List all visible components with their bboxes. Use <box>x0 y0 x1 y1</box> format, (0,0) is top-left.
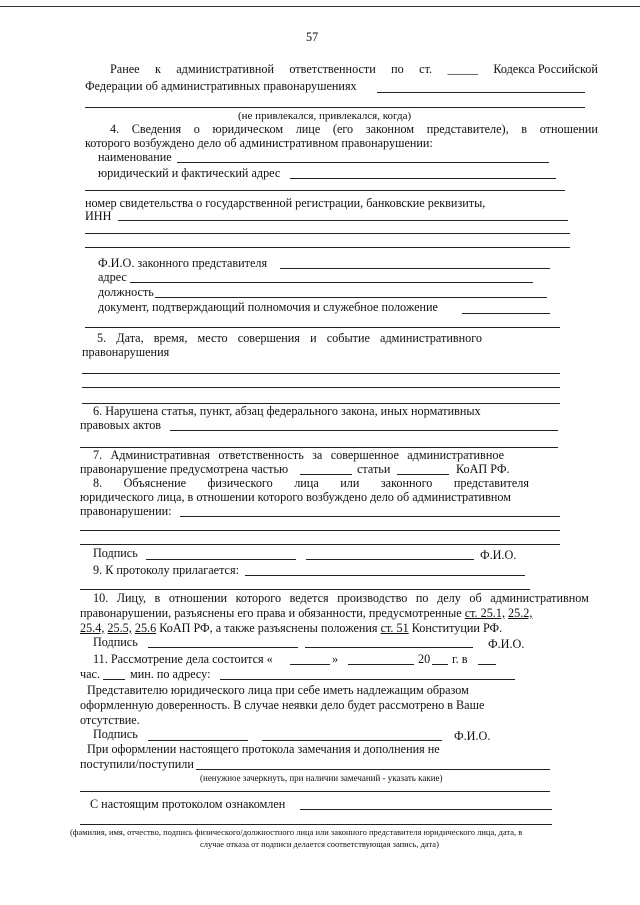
org-address-label: юридический и фактический адрес <box>98 166 281 180</box>
prior-liability-note: (не привлекался, привлекался, когда) <box>238 110 412 122</box>
rep-address-label: адрес <box>98 270 127 284</box>
signature-1-name-field[interactable] <box>306 559 474 560</box>
section-8-line-1: 8. Объяснение физического лица или законного представителя <box>93 476 529 490</box>
rep-position-field[interactable] <box>155 297 547 298</box>
acknowledged-field[interactable] <box>300 809 552 810</box>
rep-position-label: должность <box>98 285 154 299</box>
hearing-address-field[interactable] <box>220 679 515 680</box>
page-number: 57 <box>306 30 319 44</box>
section-7-line-2c: КоАП РФ. <box>456 462 510 476</box>
hearing-hour-unit: час. <box>80 667 100 681</box>
section-9-label: 9. К протоколу прилагается: <box>93 563 239 577</box>
link-art-25-1[interactable]: ст. 25.1, <box>464 606 505 620</box>
link-art-25-2[interactable]: 25.2, <box>508 606 533 620</box>
hearing-month-field[interactable] <box>348 664 414 665</box>
acknowledged-note-line-1: (фамилия, имя, отчество, подпись физического/должностного лица или законного представителя юридического лица, дата, в <box>70 827 523 837</box>
hearing-year-field[interactable] <box>432 664 448 665</box>
hearing-year-prefix: 20 <box>418 652 431 666</box>
attachments-field-2[interactable] <box>80 589 530 590</box>
rep-address-field[interactable] <box>130 282 533 283</box>
section-6-line-2: правовых актов <box>80 418 162 432</box>
acknowledged-note-line-2: случае отказа от подписи делается соответствующая запись, дата) <box>200 839 439 849</box>
section-8-line-3: правонарушении: <box>80 504 172 518</box>
section-7-line-2a: правонарушение предусмотрена частью <box>80 462 289 476</box>
org-registration-label: номер свидетельства о государственной регистрации, банковские реквизиты, <box>85 196 486 210</box>
violated-acts-field[interactable] <box>170 430 558 431</box>
rep-name-label: Ф.И.О. законного представителя <box>98 256 268 270</box>
section-5-line-2: правонарушения <box>82 345 170 359</box>
section-7-line-1: 7. Административная ответственность за совершенное административное <box>93 448 504 462</box>
signature-10-fio: Ф.И.О. <box>488 637 525 651</box>
section-4-line-1: 4. Сведения о юридическом лице (его законном представителе), в отношении <box>110 122 598 136</box>
signature-10-field[interactable] <box>148 647 298 648</box>
signature-10-name-field[interactable] <box>305 647 473 648</box>
signature-1-field[interactable] <box>146 559 296 560</box>
article-field[interactable] <box>397 474 449 475</box>
explanation-field-1[interactable] <box>180 516 560 517</box>
remarks-field-2[interactable] <box>80 791 550 792</box>
hearing-date-quote: » <box>332 652 339 666</box>
signature-2-label: Подпись <box>93 727 138 741</box>
registration-field-2[interactable] <box>85 233 570 234</box>
link-art-25-4[interactable]: 25.4, <box>80 621 105 635</box>
remarks-note: (ненужное зачеркнуть, при наличии замечаний - указать какие) <box>200 773 443 783</box>
rep-document-field[interactable] <box>462 313 550 314</box>
signature-2-field[interactable] <box>148 740 248 741</box>
signature-2-fio: Ф.И.О. <box>454 729 491 743</box>
section-10-line-1: 10. Лицу, в отношении которого ведется производство по делу об административном <box>93 591 589 605</box>
inn-label: ИНН <box>85 209 112 223</box>
hearing-date-label: 11. Рассмотрение дела состоится « <box>93 652 273 666</box>
scan-top-edge <box>0 6 640 7</box>
signature-10-label: Подпись <box>93 635 138 649</box>
section-10-line-3: 25.4, 25.5, 25.6 КоАП РФ, а также разъяснены положения ст. 51 Конституции РФ. <box>80 621 503 635</box>
section-7-line-2b: статьи <box>357 462 391 476</box>
section-4-line-2: которого возбуждено дело об административном правонарушении: <box>85 136 433 150</box>
org-name-label: наименование <box>98 150 172 164</box>
article-part-field[interactable] <box>300 474 352 475</box>
hearing-minute-field[interactable] <box>103 679 125 680</box>
rep-document-field-2[interactable] <box>85 327 560 328</box>
event-field-2[interactable] <box>82 387 560 388</box>
event-field-1[interactable] <box>82 373 560 374</box>
rep-document-label: документ, подтверждающий полномочия и служебное положение <box>98 300 438 314</box>
signature-1-label: Подпись <box>93 546 138 560</box>
section-6-line-1: 6. Нарушена статья, пункт, абзац федерального закона, иных нормативных <box>93 404 481 418</box>
section-5-line-1: 5. Дата, время, место совершения и событие административного <box>97 331 482 345</box>
hearing-day-field[interactable] <box>290 664 330 665</box>
acknowledged-label: С настоящим протоколом ознакомлен <box>90 797 286 811</box>
hearing-address-label: мин. по адресу: <box>130 667 211 681</box>
remarks-field[interactable] <box>196 769 550 770</box>
signature-1-fio: Ф.И.О. <box>480 548 517 562</box>
explanation-field-3[interactable] <box>80 544 560 545</box>
acknowledged-field-2[interactable] <box>80 824 552 825</box>
org-address-field-2[interactable] <box>85 190 565 191</box>
explanation-field-2[interactable] <box>80 530 560 531</box>
attachments-field[interactable] <box>245 575 525 576</box>
remarks-line-1: При оформлении настоящего протокола замечания и дополнения не <box>87 742 440 756</box>
prior-liability-line-2: Федерации об административных правонарушениях <box>85 79 357 93</box>
remarks-line-2: поступили/поступили <box>80 757 194 771</box>
prior-liability-field[interactable] <box>377 92 585 93</box>
signature-2-name-field[interactable] <box>262 740 442 741</box>
rep-name-field[interactable] <box>280 268 550 269</box>
prior-liability-line-1: Ранее к административной ответственности по ст. _____ Кодекса Российской <box>110 62 598 76</box>
section-10-line-2: правонарушении, разъяснены его права и обязанности, предусмотренные ст. 25.1, 25.2, <box>80 606 533 620</box>
section-8-line-2: юридического лица, в отношении которого возбуждено дело об административном <box>80 490 511 504</box>
prior-liability-field-2[interactable] <box>85 107 585 108</box>
inn-field[interactable] <box>118 220 568 221</box>
hearing-hour-field[interactable] <box>478 664 496 665</box>
rep-notice-line-2: оформленную доверенность. В случае неявки дело будет рассмотрено в Ваше <box>80 698 485 712</box>
registration-field-3[interactable] <box>85 247 570 248</box>
rep-notice-line-3: отсутствие. <box>80 713 140 727</box>
hearing-time-label: г. в <box>452 652 468 666</box>
rep-notice-line-1: Представителю юридического лица при себе иметь надлежащим образом <box>87 683 469 697</box>
link-art-25-6[interactable]: 25.6 <box>134 621 157 635</box>
org-name-field[interactable] <box>177 162 549 163</box>
link-art-51[interactable]: ст. 51 <box>380 621 409 635</box>
link-art-25-5[interactable]: 25.5, <box>107 621 132 635</box>
org-address-field[interactable] <box>290 178 556 179</box>
